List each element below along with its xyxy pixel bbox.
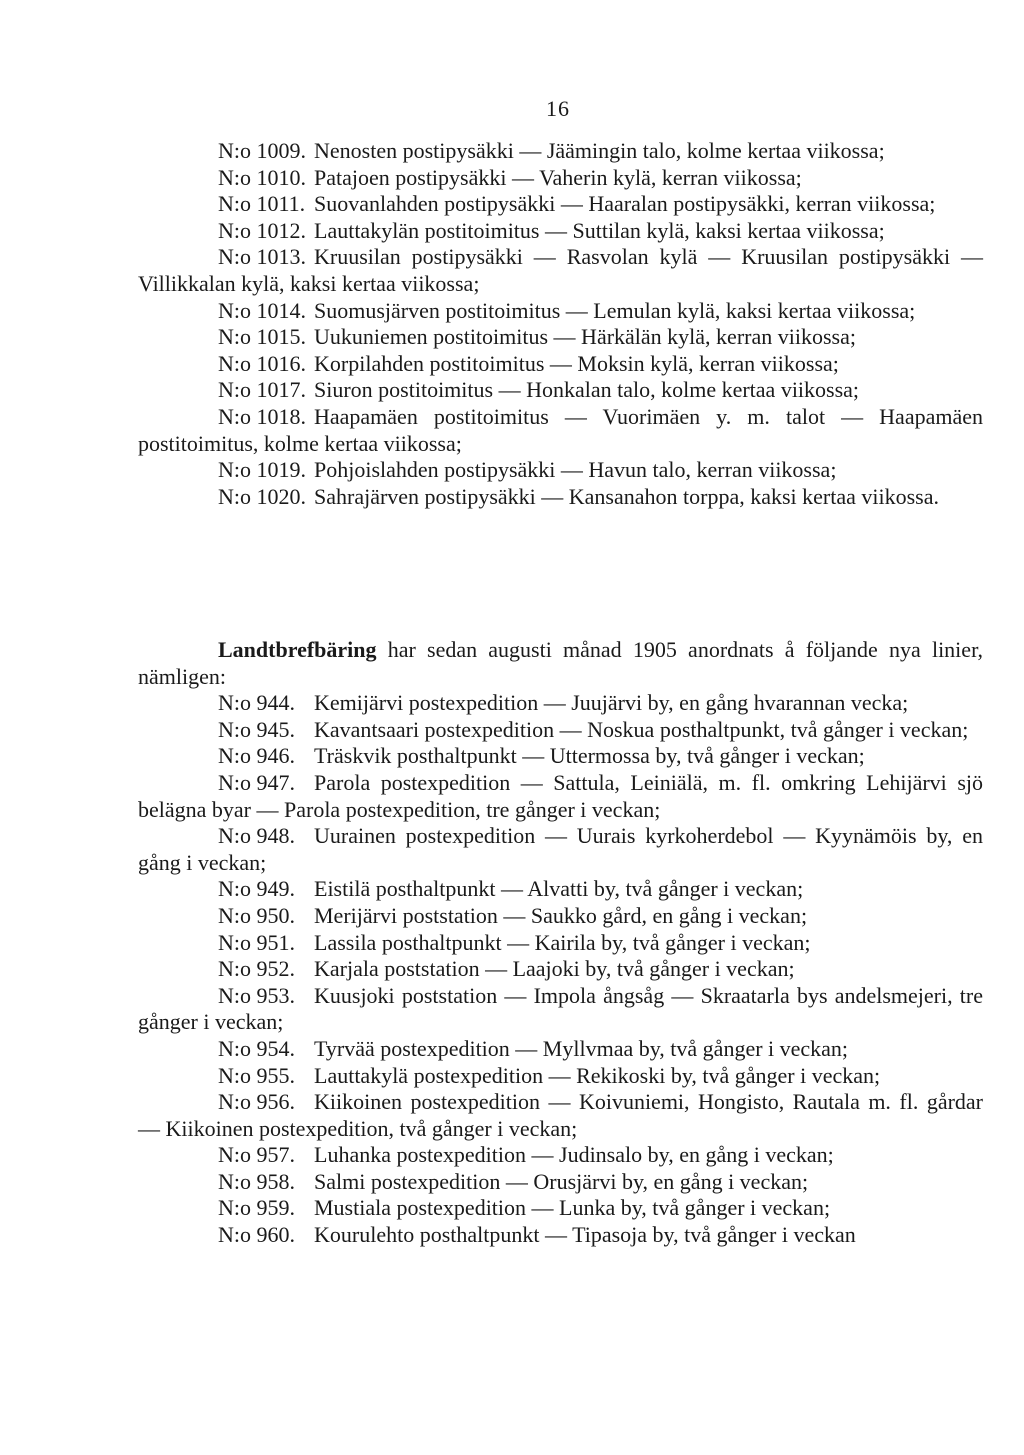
route-entry xyxy=(138,457,983,484)
entry-number: N:o 945. xyxy=(218,716,295,742)
entry-text: Patajoen postipysäkki — Vaherin kylä, kerran viikossa; xyxy=(314,164,802,190)
entry-text: Sahrajärven postipysäkki — Kansanahon torppa, kaksi kertaa viikossa. xyxy=(314,483,940,509)
entry-number: N:o 1017. xyxy=(218,377,306,403)
entry-text: Träskvik posthaltpunkt — Uttermossa by, två gånger i veckan; xyxy=(314,743,865,769)
route-entry xyxy=(138,1063,983,1090)
entry-text: Parola postexpedition — Sattula, Leiniälä, m. fl. omkring Lehijärvi sjö belägna byar — Parola postexpedition, tre gånger i veckan; xyxy=(138,769,983,822)
entry-number: N:o 950. xyxy=(218,902,295,928)
entry-text: Kavantsaari postexpedition — Noskua posthaltpunkt, två gånger i veckan; xyxy=(314,716,969,742)
route-entry xyxy=(138,165,983,192)
entry-number: N:o 957. xyxy=(218,1142,295,1168)
entry-text: Suomusjärven postitoimitus — Lemulan kylä, kaksi kertaa viikossa; xyxy=(314,297,916,323)
route-entry xyxy=(138,298,983,325)
entry-number: N:o 959. xyxy=(218,1195,295,1221)
entry-text: Tyrvää postexpedition — Myllvmaa by, två gånger i veckan; xyxy=(314,1035,849,1061)
entry-text: Haapamäen postitoimitus — Vuorimäen y. m. talot — Haapamäen postitoimitus, kolme kertaa viikossa; xyxy=(138,403,983,456)
entry-text: Merijärvi poststation — Saukko gård, en gång i veckan; xyxy=(314,902,808,928)
entry-number: N:o 954. xyxy=(218,1035,295,1061)
page-number: 16 xyxy=(546,96,570,121)
entry-text: Korpilahden postitoimitus — Moksin kylä, kerran viikossa; xyxy=(314,350,839,376)
entry-text: Kemijärvi postexpedition — Juujärvi by, en gång hvarannan vecka; xyxy=(314,690,909,716)
entry-text: Karjala poststation — Laajoki by, två gånger i veckan; xyxy=(314,956,795,982)
entry-number: N:o 1012. xyxy=(218,217,306,243)
entry-number: N:o 956. xyxy=(218,1089,295,1115)
entry-number: N:o 1018. xyxy=(218,403,306,429)
intro-lead: Landtbrefbäring xyxy=(218,637,377,662)
route-entry xyxy=(138,770,983,823)
route-entry xyxy=(138,876,983,903)
entry-number: N:o 955. xyxy=(218,1062,295,1088)
route-entry xyxy=(138,218,983,245)
entry-text: Kruusilan postipysäkki — Rasvolan kylä — Kruusilan postipysäkki — Villikkalan kylä, kaksi kertaa viikossa; xyxy=(138,244,983,296)
entry-text: Luhanka postexpedition — Judinsalo by, en gång i veckan; xyxy=(314,1142,834,1168)
entry-text: Salmi postexpedition — Orusjärvi by, en gång i veckan; xyxy=(314,1168,809,1194)
entry-number: N:o 953. xyxy=(218,982,295,1008)
entry-text: Siuron postitoimitus — Honkalan talo, kolme kertaa viikossa; xyxy=(314,377,860,403)
route-entry xyxy=(138,1222,983,1249)
entry-text: Suovanlahden postipysäkki — Haaralan postipysäkki, kerran viikossa; xyxy=(314,191,936,217)
route-entry xyxy=(138,717,983,744)
entry-text: Uukuniemen postitoimitus — Härkälän kylä, kerran viikossa; xyxy=(314,324,856,350)
route-entry xyxy=(138,956,983,983)
entry-number: N:o 948. xyxy=(218,823,295,849)
entry-number: N:o 946. xyxy=(218,743,295,769)
entry-text: Pohjoislahden postipysäkki — Havun talo, kerran viikossa; xyxy=(314,457,837,483)
entry-number: N:o 1013. xyxy=(218,244,306,270)
entry-number: N:o 1010. xyxy=(218,164,306,190)
finnish-route-list xyxy=(138,138,983,510)
entry-text: Mustiala postexpedition — Lunka by, två gånger i veckan; xyxy=(314,1195,831,1221)
route-entry xyxy=(138,1036,983,1063)
intro-text: har sedan augusti månad 1905 anordnats å följande nya linier, nämligen: xyxy=(138,637,984,689)
route-entry xyxy=(138,1142,983,1169)
entry-text: Kourulehto posthaltpunkt — Tipasoja by, två gånger i veckan xyxy=(314,1222,856,1248)
entry-number: N:o 1019. xyxy=(218,457,306,483)
route-entry xyxy=(138,983,983,1036)
route-entry xyxy=(138,484,983,511)
route-entry xyxy=(138,903,983,930)
route-entry xyxy=(138,138,983,165)
route-entry xyxy=(138,191,983,218)
route-entry xyxy=(138,244,983,297)
entry-text: Eistilä posthaltpunkt — Alvatti by, två gånger i veckan; xyxy=(314,876,804,902)
swedish-route-list xyxy=(138,637,983,1249)
entry-text: Nenosten postipysäkki — Jäämingin talo, kolme kertaa viikossa; xyxy=(314,138,885,163)
route-entry xyxy=(138,377,983,404)
entry-number: N:o 960. xyxy=(218,1222,295,1248)
route-entry xyxy=(138,930,983,957)
entry-text: Lauttakylän postitoimitus — Suttilan kylä, kaksi kertaa viikossa; xyxy=(314,217,885,243)
entry-number: N:o 1020. xyxy=(218,483,306,509)
entry-number: N:o 1016. xyxy=(218,350,306,376)
route-entry xyxy=(138,823,983,876)
route-entry xyxy=(138,351,983,378)
entry-number: N:o 958. xyxy=(218,1168,295,1194)
entry-number: N:o 949. xyxy=(218,876,295,902)
route-entry xyxy=(138,1169,983,1196)
route-entry xyxy=(138,1089,983,1142)
entry-text: Kuusjoki poststation — Impola ångsåg — Skraatarla bys andelsmejeri, tre gånger i veckan; xyxy=(138,982,983,1035)
entry-number: N:o 1015. xyxy=(218,324,306,350)
route-entry xyxy=(138,1195,983,1222)
entry-number: N:o 951. xyxy=(218,929,295,955)
entry-number: N:o 1009. xyxy=(218,138,306,163)
section-intro xyxy=(138,637,983,690)
route-entry xyxy=(138,404,983,457)
entry-number: N:o 952. xyxy=(218,956,295,982)
entry-text: Uurainen postexpedition — Uurais kyrkoherdebol — Kyynämöis by, en gång i veckan; xyxy=(138,823,983,875)
route-entry xyxy=(138,324,983,351)
entry-number: N:o 947. xyxy=(218,769,295,795)
entry-number: N:o 944. xyxy=(218,690,295,716)
entry-text: Lassila posthaltpunkt — Kairila by, två gånger i veckan; xyxy=(314,929,811,955)
route-entry xyxy=(138,743,983,770)
entry-text: Lauttakylä postexpedition — Rekikoski by, två gånger i veckan; xyxy=(314,1062,881,1088)
entry-number: N:o 1011. xyxy=(218,191,306,217)
entry-text: Kiikoinen postexpedition — Koivuniemi, Hongisto, Rautala m. fl. gårdar — Kiikoinen postexpedition, två gånger i veckan; xyxy=(138,1089,983,1141)
entry-number: N:o 1014. xyxy=(218,297,306,323)
route-entry xyxy=(138,690,983,717)
